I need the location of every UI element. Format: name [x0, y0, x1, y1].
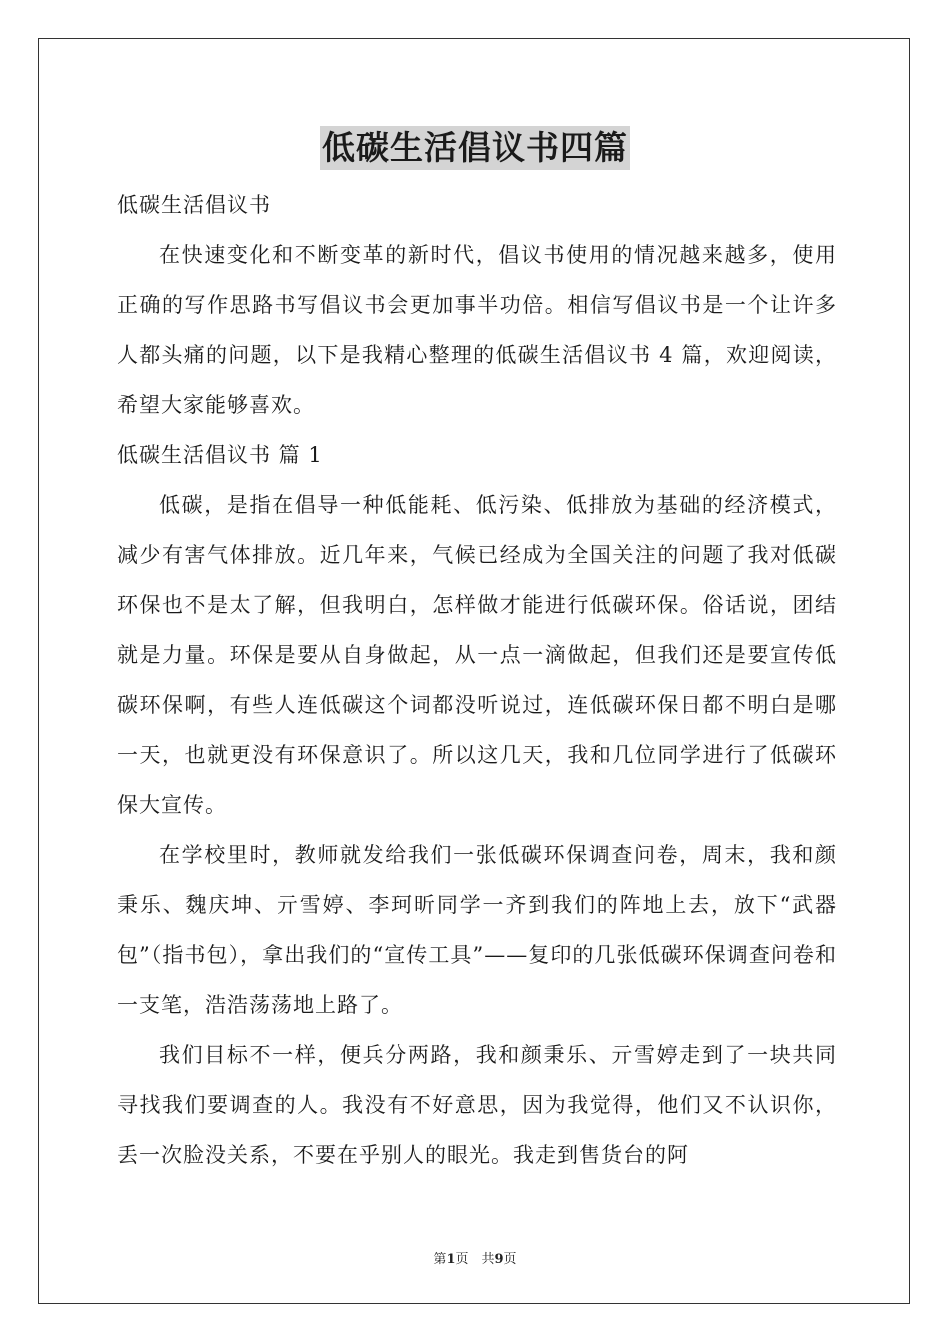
page-total-number: 9	[494, 1252, 504, 1267]
section-heading: 低碳生活倡议书	[117, 193, 271, 217]
document-title: 低碳生活倡议书四篇	[320, 126, 630, 170]
body-paragraph: 在快速变化和不断变革的新时代，倡议书使用的情况越来越多，使用正确的写作思路书写倡议书会更加事半功倍。相信写倡议书是一个让许多人都头痛的问题，以下是我精心整理的低碳生活倡议书 4 篇，欢迎阅读，希望大家能够喜欢。	[117, 243, 837, 417]
body-paragraph: 我们目标不一样，便兵分两路，我和颜秉乐、亓雪婷走到了一块共同寻找我们要调查的人。我没有不好意思，因为我觉得，他们又不认识你，丢一次脸没关系，不要在乎别人的眼光。我走到售货台的阿	[117, 1043, 837, 1167]
document-body	[117, 180, 837, 1180]
page-label-suffix: 页	[503, 1252, 517, 1267]
body-paragraph: 在学校里时，教师就发给我们一张低碳环保调查问卷，周末，我和颜秉乐、魏庆坤、亓雪婷、李珂昕同学一齐到我们的阵地上去，放下“武器包”（指书包），拿出我们的“宣传工具”——复印的几张低碳环保调查问卷和一支笔，浩浩荡荡地上路了。	[117, 843, 837, 1017]
page-label-prefix: 第	[433, 1252, 447, 1267]
page-current-number: 1	[446, 1252, 456, 1267]
page-label-mid: 页 共	[455, 1252, 495, 1267]
title-container	[0, 126, 950, 170]
body-paragraph: 低碳，是指在倡导一种低能耗、低污染、低排放为基础的经济模式，减少有害气体排放。近几年来，气候已经成为全国关注的问题了我对低碳环保也不是太了解，但我明白，怎样做才能进行低碳环保。俗话说，团结就是力量。环保是要从自身做起，从一点一滴做起，但我们还是要宣传低碳环保啊，有些人连低碳这个词都没听说过，连低碳环保日都不明白是哪一天，也就更没有环保意识了。所以这几天，我和几位同学进行了低碳环保大宣传。	[117, 493, 837, 817]
page-footer	[0, 1248, 950, 1267]
section-heading: 低碳生活倡议书 篇 1	[117, 443, 323, 467]
